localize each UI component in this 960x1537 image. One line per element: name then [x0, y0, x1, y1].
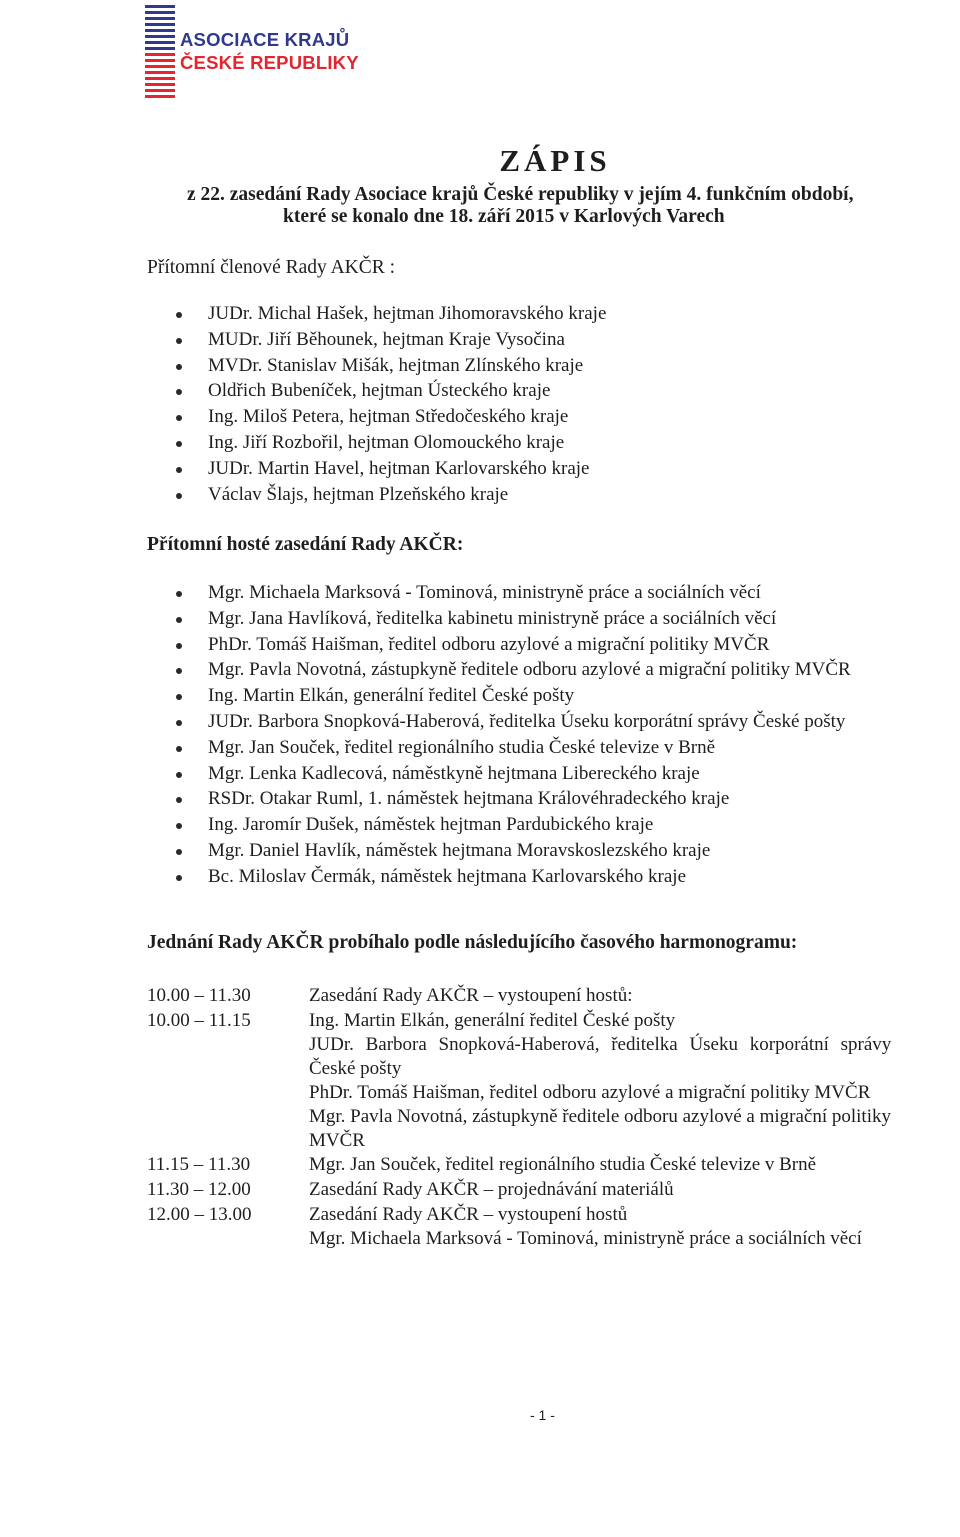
schedule-line: Mgr. Jan Souček, ředitel regionálního studia České televize v Brně: [309, 1154, 817, 1175]
list-item: MUDr. Jiří Běhounek, hejtman Kraje Vysočina: [176, 327, 606, 353]
page-number: - 1 -: [530, 1407, 555, 1423]
bullet-icon: [176, 467, 182, 473]
schedule-line: Mgr. Michaela Marksová - Tominová, ministryně práce a sociálních věcí: [309, 1228, 862, 1249]
schedule-line: Zasedání Rady AKČR – vystoupení hostů:: [309, 985, 633, 1006]
bullet-icon: [176, 591, 182, 597]
bullet-icon: [176, 746, 182, 752]
logo-stripes-icon: [145, 0, 175, 105]
bullet-icon: [176, 772, 182, 778]
schedule-line: Zasedání Rady AKČR – projednávání materiálů: [309, 1179, 674, 1200]
schedule-line: Ing. Martin Elkán, generální ředitel České pošty: [309, 1010, 676, 1031]
schedule-time: 10.00 – 11.15: [147, 1010, 251, 1031]
bullet-icon: [176, 493, 182, 499]
logo-text-line2: ČESKÉ REPUBLIKY: [180, 52, 359, 73]
logo: [145, 0, 385, 110]
list-item: Mgr. Michaela Marksová - Tominová, ministryně práce a sociálních věcí: [176, 580, 851, 606]
bullet-icon: [176, 312, 182, 318]
document-title: ZÁPIS: [499, 143, 611, 178]
bullet-icon: [176, 668, 182, 674]
schedule-time: 12.00 – 13.00: [147, 1204, 252, 1225]
schedule-line: JUDr. Barbora Snopková-Haberová, ředitelka Úseku korporátní správy: [309, 1034, 892, 1055]
list-item: MVDr. Stanislav Mišák, hejtman Zlínského kraje: [176, 353, 606, 379]
bullet-icon: [176, 849, 182, 855]
bullet-icon: [176, 389, 182, 395]
schedule-time: 11.15 – 11.30: [147, 1154, 251, 1175]
list-item: Mgr. Daniel Havlík, náměstek hejtmana Moravskoslezského kraje: [176, 838, 851, 864]
list-item: Ing. Jaromír Dušek, náměstek hejtman Pardubického kraje: [176, 812, 851, 838]
list-item: Ing. Martin Elkán, generální ředitel České pošty: [176, 683, 851, 709]
list-item: Mgr. Jana Havlíková, ředitelka kabinetu ministryně práce a sociálních věcí: [176, 606, 851, 632]
bullet-icon: [176, 441, 182, 447]
list-item: JUDr. Martin Havel, hejtman Karlovarského kraje: [176, 456, 606, 482]
guests-heading: Přítomní hosté zasedání Rady AKČR:: [147, 534, 464, 555]
list-item: Mgr. Jan Souček, ředitel regionálního studia České televize v Brně: [176, 735, 851, 761]
bullet-icon: [176, 364, 182, 370]
list-item: Ing. Jiří Rozbořil, hejtman Olomouckého kraje: [176, 430, 606, 456]
logo-text-line1: ASOCIACE KRAJŮ: [180, 29, 350, 50]
schedule-line: České pošty: [309, 1058, 402, 1079]
schedule-heading: Jednání Rady AKČR probíhalo podle následujícího časového harmonogramu:: [147, 932, 798, 953]
bullet-icon: [176, 823, 182, 829]
list-item: RSDr. Otakar Ruml, 1. náměstek hejtmana Královéhradeckého kraje: [176, 786, 851, 812]
schedule-time: 10.00 – 11.30: [147, 985, 251, 1006]
bullet-icon: [176, 720, 182, 726]
bullet-icon: [176, 338, 182, 344]
bullet-icon: [176, 415, 182, 421]
bullet-icon: [176, 875, 182, 881]
bullet-icon: [176, 643, 182, 649]
bullet-icon: [176, 617, 182, 623]
list-item: PhDr. Tomáš Haišman, ředitel odboru azylové a migrační politiky MVČR: [176, 632, 851, 658]
list-item: Václav Šlajs, hejtman Plzeňského kraje: [176, 482, 606, 508]
subtitle-line1: z 22. zasedání Rady Asociace krajů České republiky v jejím 4. funkčním období,: [187, 184, 854, 205]
bullet-icon: [176, 694, 182, 700]
bullet-icon: [176, 797, 182, 803]
list-item: Bc. Miloslav Čermák, náměstek hejtmana Karlovarského kraje: [176, 864, 851, 890]
list-item: Mgr. Pavla Novotná, zástupkyně ředitele odboru azylové a migrační politiky MVČR: [176, 657, 851, 683]
schedule-line: Zasedání Rady AKČR – vystoupení hostů: [309, 1204, 628, 1225]
members-heading: Přítomní členové Rady AKČR :: [147, 257, 396, 278]
list-item: Oldřich Bubeníček, hejtman Ústeckého kraje: [176, 378, 606, 404]
schedule-line: MVČR: [309, 1130, 365, 1151]
list-item: JUDr. Michal Hašek, hejtman Jihomoravského kraje: [176, 301, 606, 327]
schedule-line: Mgr. Pavla Novotná, zástupkyně ředitele odboru azylové a migrační politiky: [309, 1106, 891, 1127]
schedule-line: PhDr. Tomáš Haišman, ředitel odboru azylové a migrační politiky MVČR: [309, 1082, 871, 1103]
list-item: JUDr. Barbora Snopková-Haberová, ředitelka Úseku korporátní správy České pošty: [176, 709, 851, 735]
schedule-time: 11.30 – 12.00: [147, 1179, 251, 1200]
subtitle-line2: které se konalo dne 18. září 2015 v Karlových Varech: [283, 206, 725, 227]
members-list: [176, 301, 606, 507]
list-item: Ing. Miloš Petera, hejtman Středočeského kraje: [176, 404, 606, 430]
list-item: Mgr. Lenka Kadlecová, náměstkyně hejtmana Libereckého kraje: [176, 761, 851, 787]
guests-list: [176, 580, 851, 890]
